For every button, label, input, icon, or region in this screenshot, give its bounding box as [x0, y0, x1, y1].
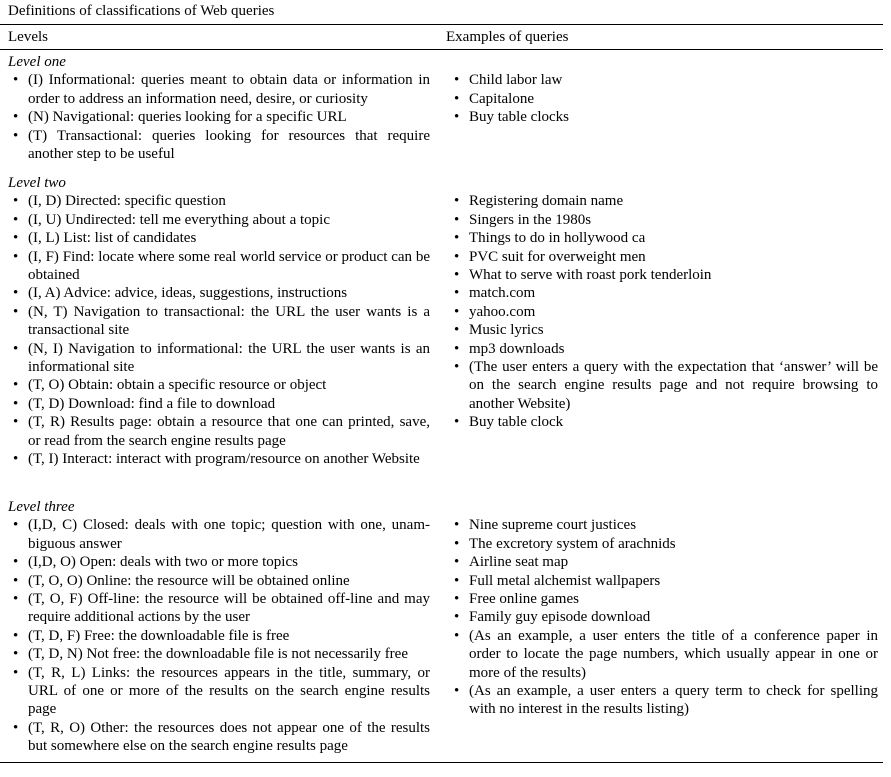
list-item: • Capitalone [452, 90, 878, 108]
level-one-examples [452, 71, 878, 126]
list-item: • Child labor law [452, 71, 878, 89]
list-item: • (I, L) List: list of candidates [8, 229, 430, 247]
list-item: • (N, I) Navigation to informational: the URL the user wants is an informational site [8, 340, 430, 377]
list-item: • match.com [452, 284, 878, 302]
header-rule [0, 49, 883, 50]
level-one-definitions [8, 53, 430, 163]
list-item: • (T) Transactional: queries looking for resources that require another step to be useful [8, 127, 430, 164]
list-item: • (N) Navigational: queries looking for a specific URL [8, 108, 430, 126]
list-item: • (As an example, a user enters a query term to check for spelling with no interest in the results listing) [452, 682, 878, 719]
list-item: • (T, O, O) Online: the resource will be obtained online [8, 572, 430, 590]
list-item: • The excretory system of arachnids [452, 535, 878, 553]
level-one-example-list [452, 71, 878, 126]
list-item: • (I, A) Advice: advice, ideas, suggestions, instructions [8, 284, 430, 302]
level-two-title: Level two [8, 175, 66, 191]
list-item: • Music lyrics [452, 321, 878, 339]
level-one-title: Level one [8, 54, 66, 70]
list-item: • Free online games [452, 590, 878, 608]
list-item: • (T, D, F) Free: the downloadable file is free [8, 627, 430, 645]
list-item: • Registering domain name [452, 192, 878, 210]
list-item: • Things to do in hollywood ca [452, 229, 878, 247]
bottom-rule [0, 762, 883, 763]
list-item: • (The user enters a query with the expectation that ‘answer’ will be on the search engine results page and not require browsing to another Website) [452, 358, 878, 413]
list-item: • (T, O, F) Off-line: the resource will be obtained off-line and may require additional actions by the user [8, 590, 430, 627]
list-item: • What to serve with roast pork tenderloin [452, 266, 878, 284]
header-examples: Examples of queries [446, 29, 569, 45]
list-item: • (T, D, N) Not free: the downloadable file is not necessarily free [8, 645, 430, 663]
top-rule [0, 24, 883, 25]
list-item: • (I, U) Undirected: tell me everything about a topic [8, 211, 430, 229]
level-two-examples [452, 192, 878, 431]
list-item: • Airline seat map [452, 553, 878, 571]
list-item: • (I) Informational: queries meant to obtain data or information in order to address an information need, desire, or curiosity [8, 71, 430, 108]
level-two-definition-list [8, 192, 430, 468]
list-item: • (T, D) Download: find a file to download [8, 395, 430, 413]
list-item: • (N, T) Navigation to transactional: the URL the user wants is a transactional site [8, 303, 430, 340]
level-three-title: Level three [8, 499, 75, 515]
level-three-definition-list [8, 516, 430, 755]
list-item: • Full metal alchemist wallpapers [452, 572, 878, 590]
list-item: • yahoo.com [452, 303, 878, 321]
header-levels: Levels [8, 29, 48, 45]
level-three-example-list [452, 516, 878, 718]
list-item: • Family guy episode download [452, 608, 878, 626]
list-item: • (I, D) Directed: specific question [8, 192, 430, 210]
list-item: • (I, F) Find: locate where some real world service or product can be obtained [8, 248, 430, 285]
level-three-examples [452, 516, 878, 718]
list-item: • (T, R, L) Links: the resources appears in the title, summary, or URL of one or more of the results on the search engine results page [8, 664, 430, 719]
list-item: • (T, I) Interact: interact with program/resource on another Website [8, 450, 430, 468]
list-item: • Nine supreme court justices [452, 516, 878, 534]
level-one-definition-list [8, 71, 430, 163]
list-item: • Singers in the 1980s [452, 211, 878, 229]
list-item: • (T, R, O) Other: the resources does not appear one of the results but somewhere else on the search engine results page [8, 719, 430, 756]
list-item: • (I,D, O) Open: deals with two or more topics [8, 553, 430, 571]
level-two-definitions [8, 174, 430, 469]
list-item: • Buy table clocks [452, 108, 878, 126]
level-two-example-list [452, 192, 878, 431]
list-item: • (T, R) Results page: obtain a resource that one can printed, save, or read from the search engine results page [8, 413, 430, 450]
list-item: • mp3 downloads [452, 340, 878, 358]
list-item: • (As an example, a user enters the title of a conference paper in order to locate the page numbers, which usually appear in one or more of the results) [452, 627, 878, 682]
list-item: • (I,D, C) Closed: deals with one topic; question with one, unam-biguous answer [8, 516, 430, 553]
table-caption: Definitions of classifications of Web queries [8, 3, 275, 19]
level-three-definitions [8, 498, 430, 756]
list-item: • PVC suit for overweight men [452, 248, 878, 266]
list-item: • (T, O) Obtain: obtain a specific resource or object [8, 376, 430, 394]
list-item: • Buy table clock [452, 413, 878, 431]
